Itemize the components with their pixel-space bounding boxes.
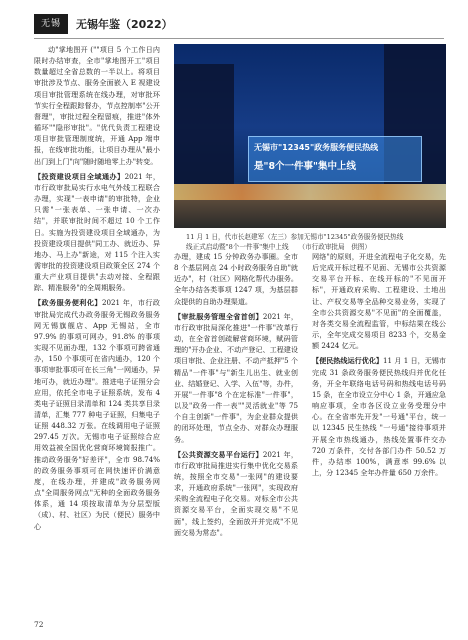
section-body: 2021 年，市行政审批局实行水电气外线工程联合办理，实现"一表申请"的审批特，企业只需"一张表单、一张申请、一次办结"，并联审批时间不超过 10 个工作日。实施为投资建设项目全域通办，为投资建设项目提供"同工办、就近办、异地办、马上办"新途，对 115 个注入实需审批的投资建设项目政策全区 274 个重大产业项目提供"去动对接、全程跟踪、精准服务"的全周期服务。 — [34, 171, 160, 293]
section-approval — [174, 311, 298, 445]
section-body: 2021 年，市行政审批局推进实行集中优化交易系统，按照全市交易"一张网"的建设要求，开通政府系统"一张网"，实现政府采购全流程电子化交易。对标全市公共资源交易平台，全面实现交易"不见面"，线上签约，全面放开并完成"不见面交易为常态"。 — [174, 449, 298, 537]
photo-ground — [174, 200, 446, 228]
middle-column — [174, 251, 298, 538]
section-body: 2021 年，市行政审批局完成代办政务服务无锡政务服务网无锡旗舰店、App 无锡站，全市 97.9% 的事项可网办，91.8% 的事项实现不见面办理，132 个事项可跨省通办，150 个事项可在省内通办，120 个事项审批事项可在长三角"一网通办，异地可办，就近办理"。推进电子证照分会应用，依托全市电子证照系统，发布 4 类电子证照目录清单和 124 类共享目录清单，汇集 777 种电子证照，归集电子证照 448.32 万张。在线调用电子证照 297.45 万次。无锡市电子证照综合应用效益被全国优化营商环境简报推广。推动政务服务"好差评"，全市 98.74% 的政务服务事项可在网快速评价满意度，在线办理，并建成"政务服务网点"全周服务网点"无种的全面政务服务体系，通 14 项按取清单为分层型版（成）、村、社区）为民（便民）服务中心 — [34, 298, 161, 531]
news-photo — [174, 44, 446, 228]
page-number: 72 — [34, 620, 44, 629]
section-title: 【便民热线运行优化】 — [312, 356, 384, 366]
photo-screen-text: 无锡市"12345"政务服务便民热线 — [254, 143, 379, 152]
section-title: 【公共资源交易平台运行】 — [174, 449, 263, 459]
header-divider — [34, 38, 444, 39]
section-investment — [34, 171, 160, 294]
paragraph: 办理，建成 15 分钟政务办事圈。全市 8 个基层网点 24 小时政务服务自助"就近办"，村（社区）网格化帮代办服务。全年办结各类事项 1247 项，为基层群众提供的自助办理渠道。 — [174, 252, 298, 306]
section-convenience — [34, 297, 160, 531]
photo-building — [174, 64, 234, 184]
page-header — [34, 12, 444, 38]
section-public-resources — [174, 449, 298, 538]
section-hotline — [312, 355, 446, 478]
section-body: 2021 年，市行政审批局深化推进"一件事"改革行动，在全省首创疏解营商环境，赋码管理的"开办企业、不动产登记、工程建设项目审批、企业注册、不动产抵押"5 个精品"一件事"与"新生儿出生、就业创业、结婚登记、入学、入伍"等，办件，开展"一件事"8 个在定标准"一件事"，以及"政务一件一表""灵活就业"等 75 个自主创新"一件事"，为企业群众提供的闭环处理，节点全办、对群众办理服务。 — [174, 311, 298, 444]
photo-screen-text: 是"8个一件事"集中上线 — [254, 161, 357, 172]
section-title: 【投资建设项目全域通办】 — [34, 171, 125, 181]
left-column — [34, 44, 160, 532]
section-body: 11 月 1 日，无锡市完成 31 条政务服务便民热线归并优化任务，开全年联络电话号码和热线电话号码 15 条，在全市设立分中心 1 条，开通应急响应事项，全市各区设立业务受理分中心。在全省率先开发"一号通"平台，统一以 12345 民生热线 "一号通"接待事项并开展全市热线通办，热线处置事件交办 720 万条件，交付各部门办件 50.52 万件，办结率 100%，满意率 99.6% 以上，分 12345 全年办件量 650 万余件。 — [312, 356, 446, 477]
publication-title: 无锡年鉴（2022） — [76, 18, 173, 31]
caption-line: 线正式启动暨"8个一件事"集中上线 （市行政审批局 供图） — [186, 243, 371, 251]
section-title: 【审批服务管理全省首创】 — [174, 311, 263, 321]
paragraph: 网络"的原则，开进全流程电子化交易，先后完成开标过程不见面、无锡市公共资源交易平台开标、在线开标的"不见面开标"，开通政府采购、工程建设、土地出让、产权交易等全品种交易业务，实现了全市公共资源交易"不见面"的全面覆盖，对各类交易全流程监管，中标结果在线公示，全年完成交易项目 8233 个，交易金额 2424 亿元。 — [312, 252, 446, 351]
photo-stage-lights — [174, 184, 446, 200]
right-column — [312, 251, 446, 478]
photo-caption — [186, 232, 440, 252]
section-title: 【政务服务便利化】 — [34, 298, 102, 308]
yearbook-logo: 无锡 — [34, 14, 68, 34]
caption-line: 11 月 1 日，代市长赵建军（左三）参加无锡市"12345"政务服务便民热线 — [186, 233, 404, 241]
paragraph: 动"掌地图开 (""项目 5 个工作日内限时办结审查，全市"掌地图开工"项目数量超过全省总数的一半以上。将项目审批涉及节点、服务全面嵌入 E 视建设项目审批管理系统在线办理，对审批环节实行全程跟踪督办，节点控制率"公开督理"，审批过程全程留痕，推进"体外循环""隐形审批"。"优代负责工程建设项目审批管理制度统，开通 App 端申报，在线审批功能，让项目办理从"最小出门到上门"向"随时随地零上办"转变。 — [34, 45, 160, 166]
